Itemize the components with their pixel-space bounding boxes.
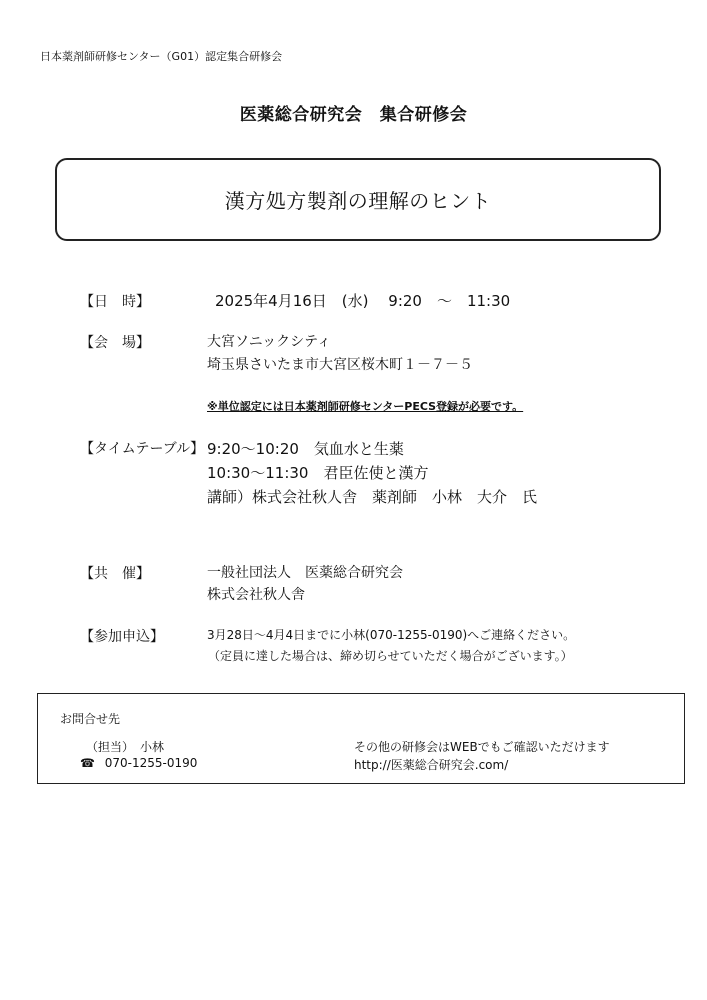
main-title: 医薬総合研究会 集合研修会 (239, 105, 468, 125)
subtitle-box (55, 158, 661, 241)
apply-line-2: （定員に達した場合は、締め切らせていただく場合がございます。） (208, 649, 573, 663)
phone-row (80, 756, 197, 770)
website-link[interactable]: http://医薬総合研究会.com/ (354, 758, 509, 772)
organizer-line: 日本薬剤師研修センター（G01）認定集合研修会 (40, 50, 283, 63)
cohost-1: 一般社団法人 医薬総合研究会 (207, 565, 403, 581)
venue-address: 埼玉県さいたま市大宮区桜木町１－７－５ (207, 357, 473, 373)
datetime-value: 2025年4月16日 (水) 9:20 ～ 11:30 (215, 292, 511, 310)
venue-label: 【会 場】 (80, 335, 150, 351)
cohost-2: 株式会社秋人舎 (207, 587, 305, 603)
subtitle: 漢方処方製剤の理解のヒント (224, 189, 492, 213)
pecs-note: ※単位認定には日本薬剤師研修センターPECS登録が必要です。 (207, 400, 524, 413)
contact-phone: 070-1255-0190 (104, 756, 198, 770)
cohost-label: 【共 催】 (80, 566, 150, 582)
venue-name: 大宮ソニックシティ (207, 334, 332, 350)
timetable-session-2: 10:30～11:30 君臣佐使と漢方 (207, 464, 429, 482)
apply-label: 【参加申込】 (80, 629, 164, 645)
timetable-session-1: 9:20～10:20 気血水と生薬 (207, 440, 404, 458)
web-note: その他の研修会はWEBでもご確認いただけます (354, 740, 610, 754)
phone-icon: ☎ (80, 756, 95, 770)
lecturer: 講師）株式会社秋人舎 薬剤師 小林 大介 氏 (207, 488, 538, 506)
datetime-label: 【日 時】 (80, 294, 150, 310)
contact-person: （担当） 小林 (86, 740, 165, 754)
timetable-label: 【タイムテーブル】 (80, 441, 205, 457)
apply-line-1: 3月28日～4月4日までに小林(070-1255-0190)へご連絡ください。 (207, 628, 576, 642)
contact-heading: お問合せ先 (60, 712, 121, 726)
